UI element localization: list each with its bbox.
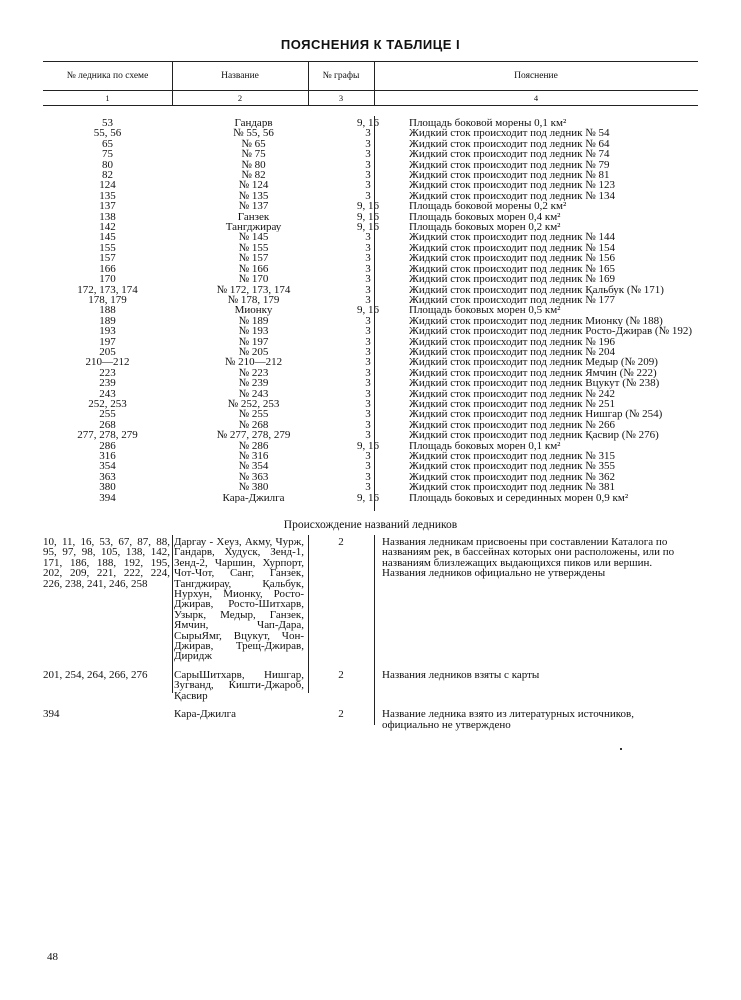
glacier-name-cell: № 166 xyxy=(238,263,269,275)
column-ref-cell: 3 xyxy=(365,138,371,150)
column-ref-cell: 3 xyxy=(365,482,371,493)
explanation-cell: Жидкий сток происходит под ледник № 165 xyxy=(409,263,616,275)
glacier-number-cell: 55, 56 xyxy=(93,128,122,139)
column-ref-cell: 3 xyxy=(365,378,371,389)
explanation-cell: Площадь боковых и серединных морен 0,9 км² xyxy=(409,492,629,504)
table-row xyxy=(43,493,698,503)
column-ref-cell: 3 xyxy=(365,451,371,462)
print-speck xyxy=(620,748,622,750)
glacier-number-cell: 252, 253 xyxy=(88,398,127,410)
explanation-cell: Жидкий сток происходит под ледник Медыр (№ 209) xyxy=(409,357,658,368)
glacier-number-cell: 363 xyxy=(99,471,116,483)
column-ref-cell: 3 xyxy=(365,357,371,368)
explanation-cell: Жидкий сток происходит под ледник Қасвир (№ 276) xyxy=(409,430,659,441)
glacier-number-cell: 135 xyxy=(99,190,116,202)
glacier-number-cell: 137 xyxy=(99,201,116,212)
glacier-name-cell: № 75 xyxy=(241,149,266,160)
explanation-cell: Площадь боковых морен 0,4 км² xyxy=(409,211,561,223)
origin-note-cell: Названия ледников взяты с карты xyxy=(382,669,540,681)
glacier-name-cell: № 170 xyxy=(238,274,269,285)
table-row xyxy=(43,232,698,242)
explanation-cell: Площадь боковой морены 0,1 км² xyxy=(409,118,567,129)
header-glacier-number: № ледника по схеме xyxy=(66,71,149,81)
column-ref-cell: 3 xyxy=(365,263,371,275)
origin-section-title: Происхождение названий ледников xyxy=(283,519,458,531)
glacier-number-cell: 268 xyxy=(99,419,116,431)
column-ref-cell: 3 xyxy=(365,461,371,472)
glacier-number-cell: 65 xyxy=(102,138,113,150)
column-ref-cell: 3 xyxy=(365,367,371,379)
glacier-number-cell: 243 xyxy=(99,388,116,399)
table-row xyxy=(43,118,698,128)
glacier-number-cell: 286 xyxy=(99,440,116,451)
glacier-name-cell: № 157 xyxy=(238,253,269,264)
column-ref-cell: 3 xyxy=(365,388,371,399)
explanation-cell: Жидкий сток происходит под ледник № 74 xyxy=(409,149,610,160)
table-row xyxy=(43,326,698,336)
column-ref-cell: 9, 16 xyxy=(357,222,379,233)
column-ref-cell: 3 xyxy=(365,398,371,410)
glacier-number-cell: 155 xyxy=(99,242,116,254)
origin-column-divider xyxy=(308,535,309,693)
glacier-number-cell: 142 xyxy=(99,222,116,233)
explanation-cell: Жидкий сток происходит под ледник № 134 xyxy=(409,190,616,202)
glacier-number-cell: 166 xyxy=(99,263,116,275)
explanation-cell: Жидкий сток происходит под ледник № 362 xyxy=(409,471,616,483)
origin-column-cell: 2 xyxy=(338,669,344,681)
glacier-name-cell: № 189 xyxy=(238,315,269,327)
column-ref-cell: 3 xyxy=(365,419,371,431)
glacier-name-cell: № 145 xyxy=(238,232,269,243)
glacier-name-cell: Гандарв xyxy=(234,118,273,129)
origin-column-cell: 2 xyxy=(338,537,344,548)
glacier-name-cell: № 82 xyxy=(241,170,266,181)
glacier-name-cell: № 137 xyxy=(238,201,269,212)
column-ref-cell: 3 xyxy=(365,284,371,295)
table-row xyxy=(43,451,698,461)
glacier-number-cell: 178, 179 xyxy=(88,294,127,306)
explanation-cell: Жидкий сток происходит под ледник № 177 xyxy=(409,294,616,306)
glacier-number-cell: 380 xyxy=(99,482,116,493)
table-row xyxy=(43,389,698,399)
glacier-number-cell: 172, 173, 174 xyxy=(77,284,138,295)
glacier-number-cell: 197 xyxy=(99,336,116,347)
table-row xyxy=(43,295,698,305)
table-row xyxy=(43,430,698,440)
origin-numbers-cell: 394 xyxy=(43,709,60,721)
glacier-number-cell: 82 xyxy=(102,170,113,181)
page-number: 48 xyxy=(47,951,58,963)
column-ref-cell: 3 xyxy=(365,336,371,347)
origin-column-divider xyxy=(374,535,375,725)
table-row xyxy=(43,472,698,482)
glacier-number-cell: 277, 278, 279 xyxy=(77,430,138,441)
glacier-name-cell: № 178, 179 xyxy=(227,294,280,306)
column-ref-cell: 3 xyxy=(365,294,371,306)
origin-note-cell: Названия ледникам присвоены при составлении Каталога по названиям рек, в бассейнах которых они расположены, или по названиям близлежащих выдающихся пиков или вершин. Названия ледников официально не утверждены xyxy=(382,537,675,580)
glacier-name-cell: № 210—212 xyxy=(224,357,283,368)
column-ref-cell: 3 xyxy=(365,232,371,243)
explanation-cell: Жидкий сток происходит под ледник № 54 xyxy=(409,128,610,139)
glacier-name-cell: № 243 xyxy=(238,388,269,399)
column-ref-cell: 3 xyxy=(365,430,371,441)
glacier-number-cell: 210—212 xyxy=(85,357,130,368)
explanation-cell: Площадь боковых морен 0,2 км² xyxy=(409,222,561,233)
origin-table xyxy=(43,537,698,738)
explanation-cell: Жидкий сток происходит под ледник № 156 xyxy=(409,253,616,264)
explanation-cell: Площадь боковых морен 0,1 км² xyxy=(409,440,561,451)
glacier-number-cell: 80 xyxy=(102,159,113,171)
glacier-name-cell: № 239 xyxy=(238,378,269,389)
table-row xyxy=(43,337,698,347)
explanation-cell: Жидкий сток происходит под ледник № 381 xyxy=(409,482,616,493)
table-row xyxy=(43,482,698,492)
table-row xyxy=(43,409,698,419)
column-number: 4 xyxy=(533,93,539,103)
origin-column-divider xyxy=(172,535,173,693)
explanation-cell: Площадь боковой морены 0,2 км² xyxy=(409,201,567,212)
glacier-name-cell: № 65 xyxy=(241,138,266,150)
column-ref-cell: 3 xyxy=(365,326,371,337)
glacier-number-cell: 354 xyxy=(99,461,116,472)
glacier-name-cell: № 223 xyxy=(238,367,269,379)
glacier-name-cell: № 316 xyxy=(238,451,269,462)
explanation-cell: Жидкий сток происходит под ледник № 64 xyxy=(409,138,610,150)
origin-table-body xyxy=(43,537,698,738)
glacier-number-cell: 75 xyxy=(102,149,113,160)
table-row xyxy=(43,201,698,211)
glacier-name-cell: № 197 xyxy=(238,336,269,347)
glacier-name-cell: № 286 xyxy=(238,440,269,451)
table-row xyxy=(43,222,698,232)
glacier-number-cell: 223 xyxy=(99,367,116,379)
glacier-number-cell: 53 xyxy=(102,118,113,129)
column-ref-cell: 9, 16 xyxy=(357,440,379,451)
explanation-cell: Жидкий сток происходит под ледник № 315 xyxy=(409,451,616,462)
glacier-number-cell: 316 xyxy=(99,451,116,462)
column-ref-cell: 3 xyxy=(365,190,371,202)
column-ref-cell: 3 xyxy=(365,180,371,191)
glacier-name-cell: № 124 xyxy=(238,180,269,191)
column-ref-cell: 3 xyxy=(365,170,371,181)
glacier-name-cell: № 277, 278, 279 xyxy=(216,430,291,441)
column-ref-cell: 3 xyxy=(365,409,371,420)
column-ref-cell: 3 xyxy=(365,128,371,139)
table-row xyxy=(43,357,698,367)
table-row xyxy=(43,461,698,471)
glacier-name-cell: № 252, 253 xyxy=(227,398,280,410)
column-ref-cell: 9, 16 xyxy=(357,492,379,504)
glacier-name-cell: № 80 xyxy=(241,159,266,171)
explanation-cell: Жидкий сток происходит под ледник № 79 xyxy=(409,159,610,171)
table-row xyxy=(43,128,698,138)
column-ref-cell: 3 xyxy=(365,253,371,264)
table-row xyxy=(43,212,698,222)
glacier-name-cell: № 172, 173, 174 xyxy=(216,284,291,295)
header-name: Название xyxy=(221,71,259,81)
column-number: 2 xyxy=(237,93,243,103)
table-row xyxy=(43,441,698,451)
column-ref-cell: 3 xyxy=(365,346,371,358)
explanation-cell: Жидкий сток происходит под ледник Росто-Джирав (№ 192) xyxy=(409,326,692,337)
origin-row xyxy=(43,670,698,709)
origin-names-cell: СарыШитхарв, Нишгар, Зугванд, Кишти-Джароб, Қасвир xyxy=(174,669,304,702)
column-number: 1 xyxy=(105,93,110,103)
table-row xyxy=(43,160,698,170)
column-ref-cell: 3 xyxy=(365,471,371,483)
glacier-name-cell: Мионку xyxy=(234,305,273,316)
column-ref-cell: 9, 16 xyxy=(357,211,379,223)
column-ref-cell: 3 xyxy=(365,242,371,254)
column-ref-cell: 3 xyxy=(365,274,371,285)
glacier-number-cell: 157 xyxy=(99,253,116,264)
table-row xyxy=(43,305,698,315)
origin-numbers-cell: 10, 11, 16, 53, 67, 87, 88, 95, 97, 98, 105, 138, 142, 171, 186, 188, 192, 195, 202, 209, 221, 222, 224, 226, 238, 241, 246, 258 xyxy=(43,537,170,590)
header-column-number: № графы xyxy=(322,71,360,81)
explanation-cell: Жидкий сток происходит под ледник № 251 xyxy=(409,398,616,410)
table-row xyxy=(43,191,698,201)
glacier-name-cell: № 205 xyxy=(238,346,269,358)
table-row xyxy=(43,378,698,388)
header-explanation: Пояснение xyxy=(514,71,558,81)
table-row xyxy=(43,399,698,409)
table-row xyxy=(43,149,698,159)
glacier-number-cell: 394 xyxy=(99,492,116,504)
table-row xyxy=(43,274,698,284)
column-ref-cell: 3 xyxy=(365,159,371,171)
glacier-number-cell: 205 xyxy=(99,346,116,358)
origin-note-cell: Название ледника взято из литературных источников, официально не утверждено xyxy=(382,709,634,731)
origin-row xyxy=(43,709,698,738)
explanation-cell: Жидкий сток происходит под ледник Нишгар (№ 254) xyxy=(409,409,663,420)
explanations-table xyxy=(43,118,698,503)
glacier-number-cell: 124 xyxy=(99,180,116,191)
column-ref-cell: 9, 16 xyxy=(357,305,379,316)
table-row xyxy=(43,139,698,149)
explanations-table-body xyxy=(43,118,698,503)
explanation-cell: Жидкий сток происходит под ледник № 169 xyxy=(409,274,616,285)
explanation-cell: Жидкий сток происходит под ледник № 266 xyxy=(409,419,616,431)
table-row xyxy=(43,170,698,180)
table-row xyxy=(43,264,698,274)
column-ref-cell: 9, 16 xyxy=(357,201,379,212)
glacier-number-cell: 138 xyxy=(99,211,116,223)
explanation-cell: Жидкий сток происходит под ледник № 204 xyxy=(409,346,616,358)
glacier-name-cell: № 354 xyxy=(238,461,269,472)
table-row xyxy=(43,285,698,295)
explanation-cell: Жидкий сток происходит под ледник Ямчин (№ 222) xyxy=(409,367,657,379)
origin-names-cell: Кара-Джилга xyxy=(174,709,236,721)
table-row xyxy=(43,368,698,378)
glacier-name-cell: № 55, 56 xyxy=(233,128,274,139)
column-divider xyxy=(374,116,375,511)
table-row xyxy=(43,420,698,430)
table-row xyxy=(43,180,698,190)
glacier-name-cell: № 268 xyxy=(238,419,269,431)
origin-column-cell: 2 xyxy=(338,709,344,721)
glacier-name-cell: № 135 xyxy=(238,190,269,202)
glacier-number-cell: 188 xyxy=(99,305,116,316)
glacier-name-cell: № 193 xyxy=(238,326,269,337)
glacier-name-cell: № 380 xyxy=(238,482,269,493)
column-ref-cell: 3 xyxy=(365,315,371,327)
column-ref-cell: 3 xyxy=(365,149,371,160)
explanation-cell: Жидкий сток происходит под ледник № 242 xyxy=(409,388,616,399)
glacier-number-cell: 193 xyxy=(99,326,116,337)
explanation-cell: Жидкий сток происходит под ледник Қальбук (№ 171) xyxy=(409,284,664,295)
page-title: ПОЯСНЕНИЯ К ТАБЛИЦЕ I xyxy=(280,37,461,52)
glacier-number-cell: 255 xyxy=(99,409,116,420)
glacier-number-cell: 189 xyxy=(99,315,116,327)
explanation-cell: Жидкий сток происходит под ледник № 154 xyxy=(409,242,616,254)
glacier-name-cell: Ганзек xyxy=(237,211,270,223)
explanation-cell: Жидкий сток происходит под ледник Вцукут (№ 238) xyxy=(409,378,660,389)
glacier-name-cell: Кара-Джилга xyxy=(222,492,285,504)
glacier-name-cell: № 363 xyxy=(238,471,269,483)
origin-names-cell: Даргау - Хеуз, Акму, Чурж, Гандарв, Худуск, Зенд-1, Зенд-2, Чаршин, Хурпорт, Чот-Чот, Санг, Ганзек, Тангджирау, Қальбук, Нурхун, Мионку, Росто-Джирав, Росто-Шитхарв, Узырк, Медыр, Ганзек, Ямчин, Чап-Дара, СырыЯмг, Вцукут, Чон-Джирав, Трещ-Джирав, Диридж xyxy=(174,537,304,663)
explanation-cell: Жидкий сток происходит под ледник № 81 xyxy=(409,170,610,181)
table-row xyxy=(43,253,698,263)
origin-numbers-cell: 201, 254, 264, 266, 276 xyxy=(43,669,148,681)
explanation-cell: Жидкий сток происходит под ледник Мионку (№ 188) xyxy=(409,315,663,327)
glacier-name-cell: Тангджирау xyxy=(225,222,282,233)
explanation-cell: Жидкий сток происходит под ледник № 123 xyxy=(409,180,616,191)
glacier-number-cell: 170 xyxy=(99,274,116,285)
glacier-name-cell: № 155 xyxy=(238,242,269,254)
glacier-number-cell: 145 xyxy=(99,232,116,243)
column-number: 3 xyxy=(338,93,344,103)
numbering-bottom-rule xyxy=(43,105,698,106)
table-row xyxy=(43,316,698,326)
origin-row xyxy=(43,537,698,670)
glacier-number-cell: 239 xyxy=(99,378,116,389)
table-row xyxy=(43,347,698,357)
explanation-cell: Жидкий сток происходит под ледник № 144 xyxy=(409,232,616,243)
column-ref-cell: 9, 16 xyxy=(357,118,379,129)
glacier-name-cell: № 255 xyxy=(238,409,269,420)
explanation-cell: Жидкий сток происходит под ледник № 196 xyxy=(409,336,616,347)
explanation-cell: Площадь боковых морен 0,5 км² xyxy=(409,305,561,316)
explanation-cell: Жидкий сток происходит под ледник № 355 xyxy=(409,461,616,472)
table-row xyxy=(43,243,698,253)
